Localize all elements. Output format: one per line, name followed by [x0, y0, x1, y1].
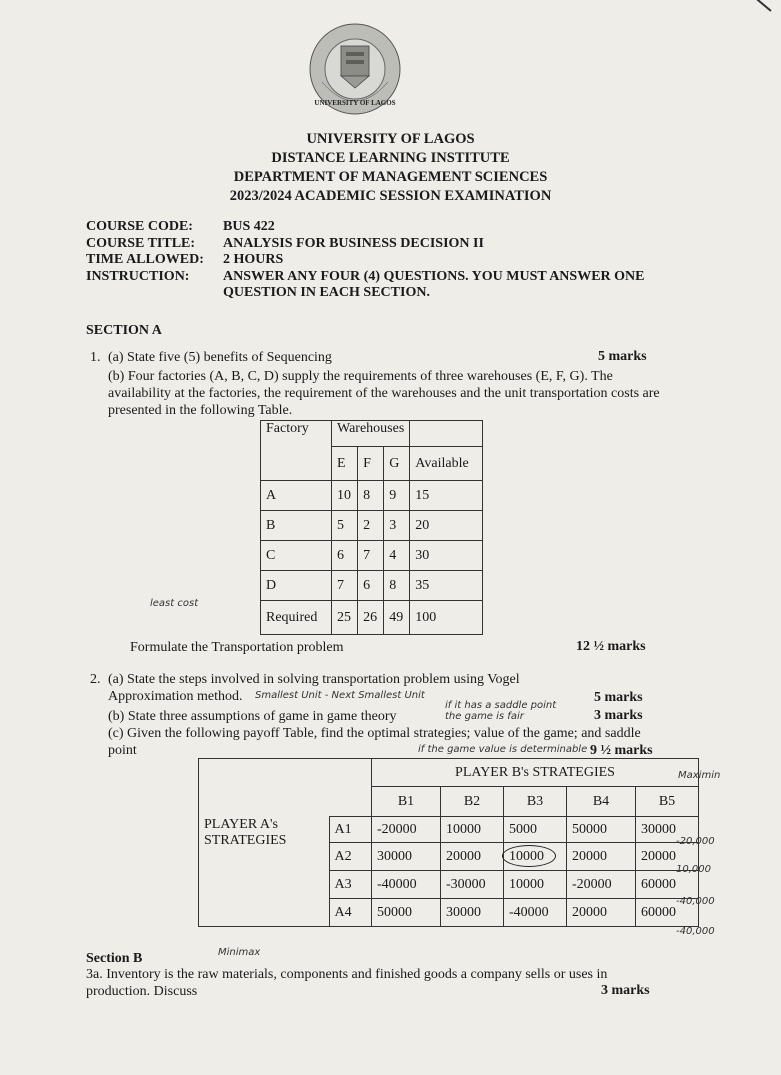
- cell: 5: [332, 511, 358, 541]
- handwritten-row-min-2: 10,000: [676, 864, 711, 875]
- session-name: 2023/2024 ACADEMIC SESSION EXAMINATION: [229, 188, 552, 204]
- q3a-marks: 3 marks: [601, 983, 650, 998]
- row-label: B: [261, 511, 332, 541]
- cell: 3: [384, 511, 410, 541]
- payoff-table: [198, 758, 699, 927]
- row-label: A3: [329, 871, 372, 899]
- cell: -40000: [504, 899, 567, 927]
- col-header: B5: [636, 787, 699, 817]
- university-crest-logo: [308, 22, 402, 116]
- time-allowed-value: 2 HOURS: [223, 252, 284, 267]
- row-label: A1: [329, 817, 372, 843]
- section-b-title: Section B: [86, 951, 143, 966]
- warehouses-header: Warehouses: [332, 421, 410, 447]
- course-code-label: COURSE CODE:: [86, 219, 193, 234]
- course-code-value: BUS 422: [223, 219, 275, 234]
- q3a-text: 3a. Inventory is the raw materials, components and finished goods a company sells or uses in production. Discuss: [86, 967, 608, 999]
- factory-header: Factory: [261, 421, 332, 481]
- instruction-value: ANSWER ANY FOUR (4) QUESTIONS. YOU MUST ANSWER ONE QUESTION IN EACH SECTION.: [223, 268, 645, 300]
- cell: 26: [358, 601, 384, 635]
- cell: 6: [332, 541, 358, 571]
- blank-cell: [329, 787, 372, 817]
- table-row: [261, 481, 483, 511]
- blank-top-left-cell: [199, 759, 330, 817]
- table-row: [199, 817, 699, 843]
- row-label: A2: [329, 843, 372, 871]
- col-header: B3: [504, 787, 567, 817]
- q2a-marks: 5 marks: [594, 690, 643, 705]
- instruction-label: INSTRUCTION:: [86, 268, 190, 284]
- university-name: UNIVERSITY OF LAGOS: [306, 131, 475, 147]
- handwritten-saddle-note: if it has a saddle point the game is fair: [445, 700, 557, 722]
- player-b-title: PLAYER B's STRATEGIES: [372, 759, 699, 787]
- cell: 15: [410, 481, 483, 511]
- cell: 8: [358, 481, 384, 511]
- course-title-value: ANALYSIS FOR BUSINESS DECISION II: [223, 235, 484, 251]
- cell: 30: [410, 541, 483, 571]
- blank-header-cell: [410, 421, 483, 447]
- saddle-value: 10000: [509, 848, 544, 864]
- cell: 20000: [567, 899, 636, 927]
- exam-header: [0, 130, 781, 206]
- transport-table: [260, 420, 483, 635]
- cell: 10000: [441, 817, 504, 843]
- cell: 20000: [567, 843, 636, 871]
- table-row: [261, 541, 483, 571]
- col-header: F: [358, 447, 384, 481]
- cell: -40000: [372, 871, 441, 899]
- course-info: [86, 219, 661, 302]
- col-header: B4: [567, 787, 636, 817]
- cell: 10000: [504, 871, 567, 899]
- cell: 9: [384, 481, 410, 511]
- table-row: [261, 571, 483, 601]
- q2-number: 2.: [90, 672, 101, 687]
- handwritten-least-cost: least cost: [150, 598, 199, 609]
- time-allowed-label: TIME ALLOWED:: [86, 252, 204, 267]
- col-header: B1: [372, 787, 441, 817]
- q2b-text: (b) State three assumptions of game in game theory: [108, 709, 397, 724]
- q1a-marks: 5 marks: [598, 349, 647, 364]
- cell: 35: [410, 571, 483, 601]
- col-header: Available: [410, 447, 483, 481]
- handwritten-vogel-note: Smallest Unit - Next Smallest Unit: [255, 690, 425, 701]
- cell: 20000: [441, 843, 504, 871]
- handwritten-maximin: Maximin: [678, 770, 721, 781]
- row-label: Required: [261, 601, 332, 635]
- handwritten-minimax: Minimax: [218, 947, 261, 958]
- section-a-title: SECTION A: [86, 323, 162, 338]
- blank-cell: [329, 759, 372, 787]
- q1-marks: 12 ½ marks: [576, 639, 646, 654]
- cell: 7: [332, 571, 358, 601]
- cell: 30000: [636, 817, 699, 843]
- row-label: C: [261, 541, 332, 571]
- handwritten-value-note: if the game value is determinable: [418, 744, 588, 755]
- q2c-text: (c) Given the following payoff Table, find the optimal strategies; value of the game; and saddle point: [108, 726, 641, 758]
- cell: 2: [358, 511, 384, 541]
- cell: 8: [384, 571, 410, 601]
- q1-formulate: Formulate the Transportation problem: [130, 640, 344, 655]
- table-row: [261, 601, 483, 635]
- q2a-text: (a) State the steps involved in solving transportation problem using Vogel Approximation method.: [108, 672, 520, 704]
- cell: 6: [358, 571, 384, 601]
- q1-number: 1.: [90, 350, 101, 365]
- cell: 5000: [504, 817, 567, 843]
- cell: 60000: [636, 871, 699, 899]
- cell: 60000: [636, 899, 699, 927]
- col-header: E: [332, 447, 358, 481]
- course-title-label: COURSE TITLE:: [86, 235, 196, 251]
- q2b-marks: 3 marks: [594, 708, 643, 723]
- cell: 50000: [372, 899, 441, 927]
- corner-pen-mark: [740, 0, 772, 12]
- department-name: DEPARTMENT OF MANAGEMENT SCIENCES: [233, 169, 548, 185]
- row-label: A4: [329, 899, 372, 927]
- cell: 20: [410, 511, 483, 541]
- cell: 100: [410, 601, 483, 635]
- cell: -20000: [567, 871, 636, 899]
- svg-text:UNIVERSITY OF LAGOS: UNIVERSITY OF LAGOS: [314, 99, 396, 107]
- handwritten-row-min-4: -40,000: [676, 926, 715, 937]
- q2c-marks: 9 ½ marks: [590, 743, 653, 758]
- handwritten-row-min-3: -40,000: [676, 896, 715, 907]
- handwritten-circle: [502, 845, 556, 867]
- institute-name: DISTANCE LEARNING INSTITUTE: [271, 150, 510, 166]
- player-a-title: PLAYER A's STRATEGIES: [199, 817, 330, 927]
- handwritten-row-min-1: -20,000: [676, 836, 715, 847]
- row-label: D: [261, 571, 332, 601]
- col-header: B2: [441, 787, 504, 817]
- col-header: G: [384, 447, 410, 481]
- q1a-text: (a) State five (5) benefits of Sequencing: [108, 350, 332, 365]
- cell: 10: [332, 481, 358, 511]
- q1b-text: (b) Four factories (A, B, C, D) supply the requirements of three warehouses (E, F, G). The availability at the factories, the requirement of the warehouses and the unit transportation costs are presented in the following Table.: [108, 369, 660, 418]
- cell: 4: [384, 541, 410, 571]
- cell: 30000: [372, 843, 441, 871]
- cell: 7: [358, 541, 384, 571]
- cell: -30000: [441, 871, 504, 899]
- cell: -20000: [372, 817, 441, 843]
- cell: 50000: [567, 817, 636, 843]
- saddle-point-cell: [504, 843, 567, 871]
- cell: 49: [384, 601, 410, 635]
- row-label: A: [261, 481, 332, 511]
- cell: 20000: [636, 843, 699, 871]
- table-row: [261, 511, 483, 541]
- cell: 25: [332, 601, 358, 635]
- cell: 30000: [441, 899, 504, 927]
